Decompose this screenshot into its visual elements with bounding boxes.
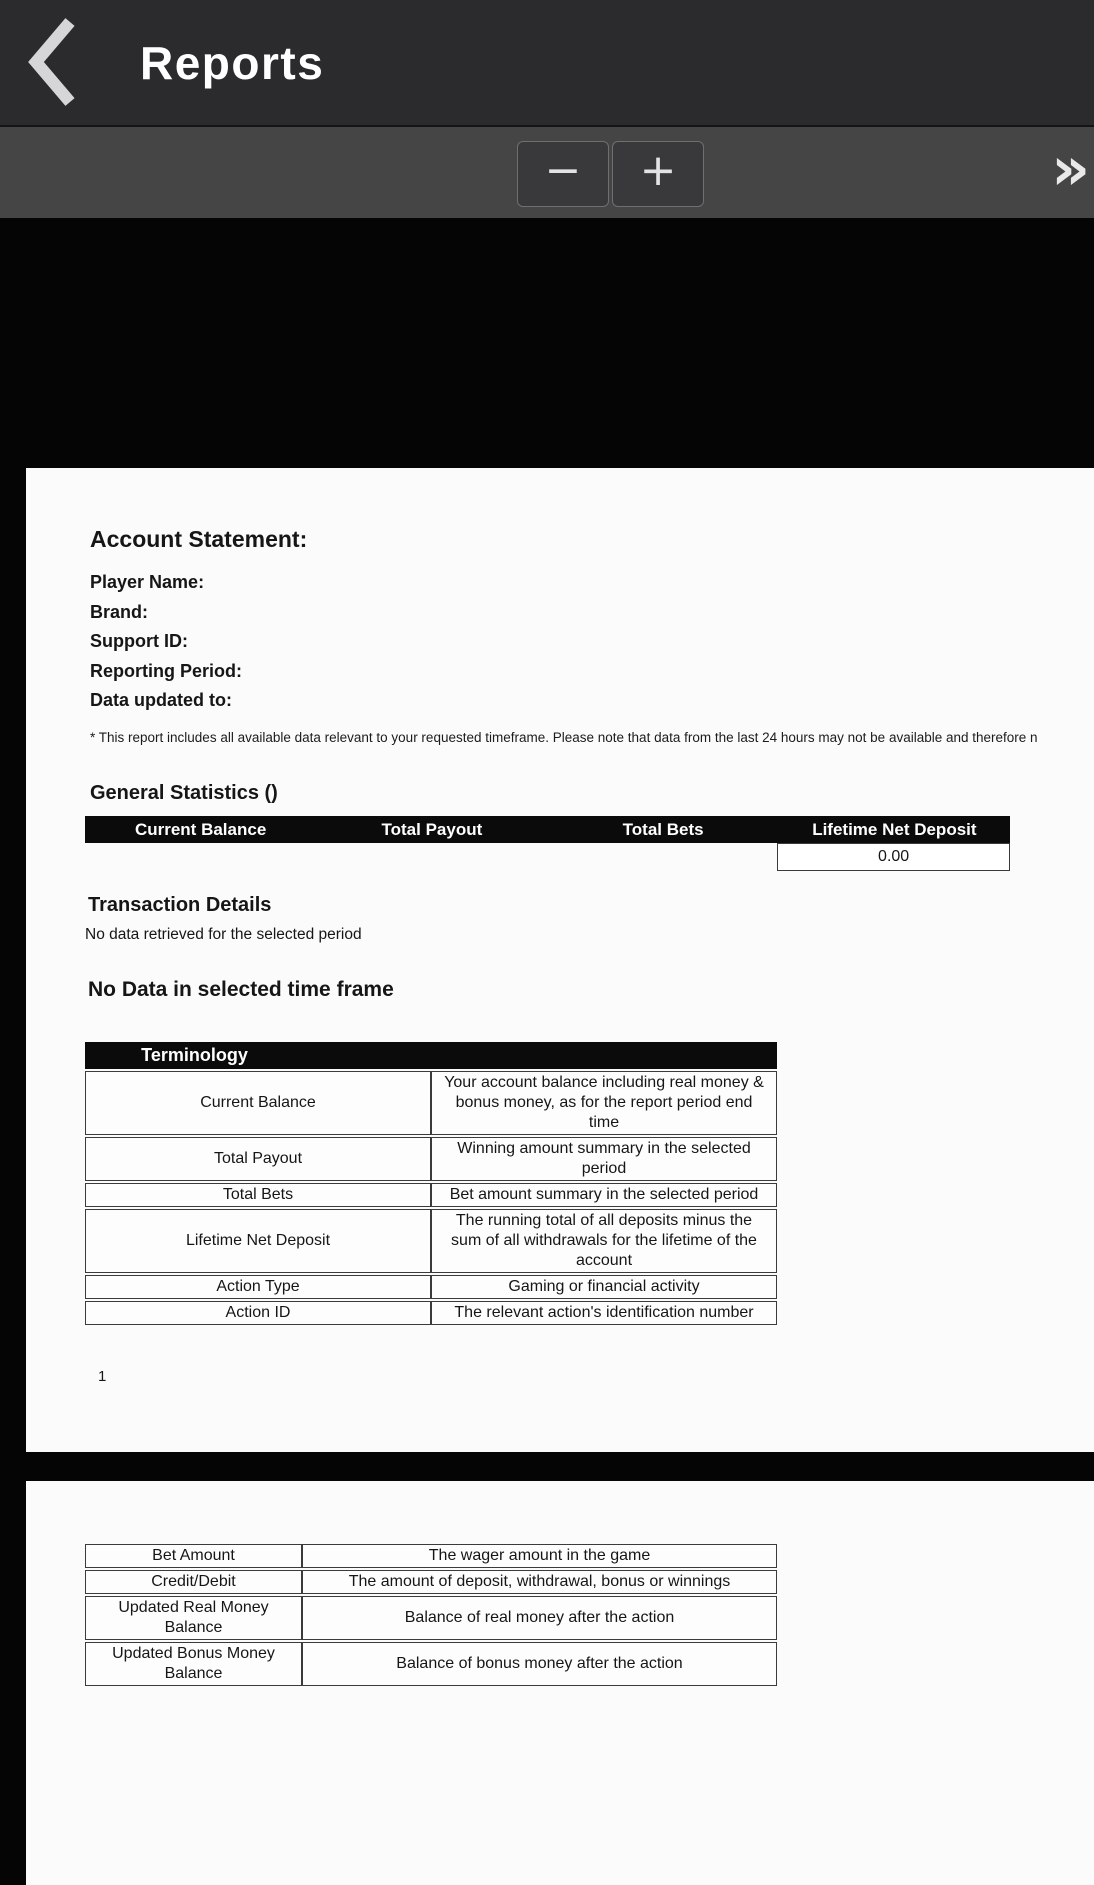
- table-row: [85, 1209, 777, 1273]
- table-row: [85, 1642, 777, 1686]
- term: Total Payout: [85, 1137, 431, 1181]
- terminology-table-continued: [85, 1542, 777, 1688]
- plus-icon: +: [639, 145, 677, 196]
- definition: Gaming or financial activity: [431, 1275, 777, 1299]
- definition: Your account balance including real money & bonus money, as for the report period end time: [431, 1071, 777, 1135]
- table-row: [85, 1137, 777, 1181]
- empty-cell: [547, 843, 778, 871]
- general-statistics-heading: General Statistics (): [90, 782, 278, 804]
- statement-fields: [90, 572, 242, 720]
- double-chevron-right-icon: »: [1051, 133, 1090, 204]
- table-row: [85, 1544, 777, 1568]
- transaction-empty-message: No data retrieved for the selected period: [85, 926, 362, 943]
- term: Current Balance: [85, 1071, 431, 1135]
- definition: The running total of all deposits minus the sum of all withdrawals for the lifetime of the account: [431, 1209, 777, 1273]
- forward-button[interactable]: [1051, 133, 1090, 203]
- col-total-payout: Total Payout: [381, 819, 483, 839]
- definition: The relevant action's identification number: [431, 1301, 777, 1325]
- table-row: [85, 1301, 777, 1325]
- page-number: 1: [98, 1368, 107, 1385]
- minus-icon: −: [544, 145, 582, 196]
- table-row: [85, 1071, 777, 1135]
- definition: Balance of bonus money after the action: [302, 1642, 777, 1686]
- zoom-controls: [517, 141, 704, 207]
- terminology-header-row: [85, 1042, 777, 1069]
- col-current-balance: Current Balance: [134, 819, 267, 839]
- term: Action ID: [85, 1301, 431, 1325]
- general-statistics-table: [85, 816, 1010, 871]
- table-row: [85, 1570, 777, 1594]
- pdf-viewer[interactable]: [0, 218, 1094, 1885]
- definition: The wager amount in the game: [302, 1544, 777, 1568]
- no-data-message: No Data in selected time frame: [88, 978, 394, 1001]
- definition: Balance of real money after the action: [302, 1596, 777, 1640]
- term: Total Bets: [85, 1183, 431, 1207]
- term: Credit/Debit: [85, 1570, 302, 1594]
- app-header: [0, 0, 1094, 125]
- lifetime-net-deposit-value: 0.00: [777, 843, 1010, 871]
- table-row: [85, 1275, 777, 1299]
- definition: The amount of deposit, withdrawal, bonus or winnings: [302, 1570, 777, 1594]
- empty-cell: [85, 843, 316, 871]
- field-brand: Brand:: [90, 601, 148, 622]
- term: Updated Bonus Money Balance: [85, 1642, 302, 1686]
- term: Updated Real Money Balance: [85, 1596, 302, 1640]
- field-player-name: Player Name:: [90, 572, 205, 592]
- definition: Winning amount summary in the selected period: [431, 1137, 777, 1181]
- field-data-updated-to: Data updated to:: [90, 690, 232, 710]
- back-chevron-icon: [22, 100, 84, 115]
- term: Lifetime Net Deposit: [85, 1209, 431, 1273]
- document-title: Account Statement:: [90, 526, 308, 552]
- table-row: [85, 1183, 777, 1207]
- pdf-page-2: [26, 1481, 1094, 1885]
- zoom-in-button[interactable]: [612, 141, 704, 207]
- col-lifetime-net-deposit: Lifetime Net Deposit: [812, 819, 977, 839]
- pdf-page-1: [26, 468, 1094, 1452]
- statistics-value-row: [85, 843, 1010, 871]
- col-total-bets: Total Bets: [622, 819, 704, 839]
- empty-cell: [316, 843, 547, 871]
- terminology-heading: Terminology: [141, 1045, 248, 1065]
- transaction-details-heading: Transaction Details: [88, 894, 272, 916]
- terminology-table: [85, 1040, 777, 1327]
- term: Bet Amount: [85, 1544, 302, 1568]
- field-reporting-period: Reporting Period:: [90, 660, 242, 681]
- zoom-out-button[interactable]: [517, 141, 609, 207]
- pdf-toolbar: [0, 125, 1094, 218]
- field-support-id: Support ID:: [90, 631, 188, 651]
- back-button[interactable]: [22, 12, 84, 112]
- report-disclaimer: * This report includes all available data relevant to your requested timeframe. Please note that data from the last 24 hours may not be available and therefore n: [90, 730, 1038, 745]
- term: Action Type: [85, 1275, 431, 1299]
- table-row: [85, 1596, 777, 1640]
- page-title: Reports: [140, 36, 325, 89]
- definition: Bet amount summary in the selected period: [431, 1183, 777, 1207]
- statistics-header-row: [85, 816, 1010, 843]
